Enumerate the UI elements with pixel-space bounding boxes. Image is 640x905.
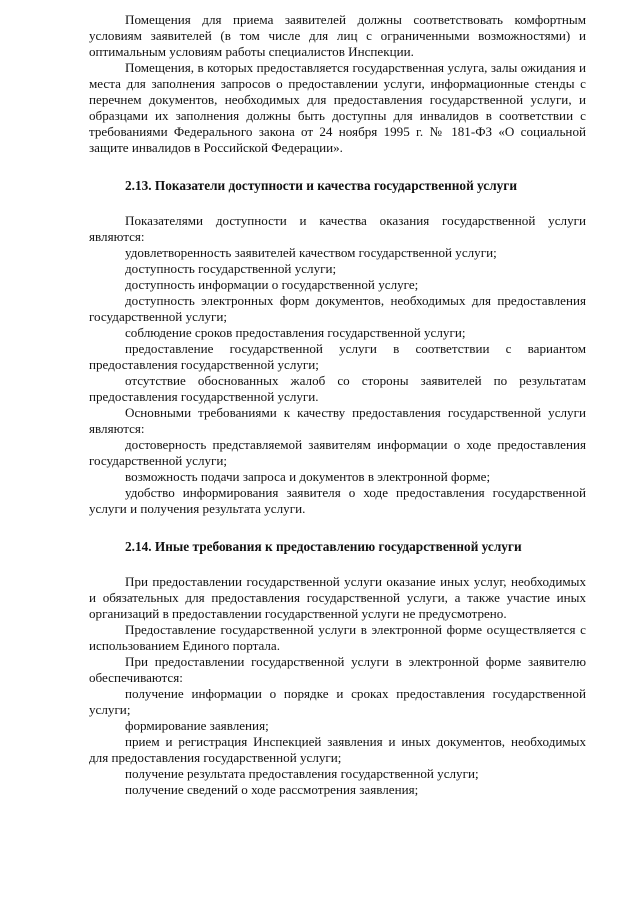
list-item: прием и регистрация Инспекцией заявления и иных документов, необходимых для предоставления государственной услуги; <box>89 734 586 765</box>
section-paragraph: Основными требованиями к качеству предоставления государственной услуги являются: <box>89 405 586 436</box>
list-item: возможность подачи запроса и документов в электронной форме; <box>125 469 491 484</box>
section-heading: 2.13. Показатели доступности и качества государственной услуги <box>125 178 518 193</box>
section-paragraph: При предоставлении государственной услуги в электронной форме заявителю обеспечиваются: <box>89 654 586 685</box>
list-item: удобство информирования заявителя о ходе предоставления государственной услуги и получения результата услуги. <box>89 485 586 516</box>
list-item: достоверность представляемой заявителям информации о ходе предоставления государственной услуги; <box>89 437 586 468</box>
document-body <box>89 12 586 798</box>
list-item: получение сведений о ходе рассмотрения заявления; <box>125 782 419 797</box>
list-item: доступность электронных форм документов, необходимых для предоставления государственной услуги; <box>89 293 586 324</box>
section-heading: 2.14. Иные требования к предоставлению государственной услуги <box>125 539 522 554</box>
section-paragraph: Показателями доступности и качества оказания государственной услуги являются: <box>89 213 586 244</box>
list-item: формирование заявления; <box>125 718 269 733</box>
list-item: доступность государственной услуги; <box>125 261 337 276</box>
list-item: получение информации о порядке и сроках предоставления государственной услуги; <box>89 686 586 717</box>
list-item: соблюдение сроков предоставления государственной услуги; <box>125 325 466 340</box>
section-paragraph: При предоставлении государственной услуги оказание иных услуг, необходимых и обязательных для предоставления государственной услуги, а также участие иных организаций в предоставлении государственной услуги не предусмотрено. <box>89 574 586 621</box>
list-item: отсутствие обоснованных жалоб со стороны заявителей по результатам предоставления государственной услуги. <box>89 373 586 404</box>
section-paragraph: Предоставление государственной услуги в электронной форме осуществляется с использованием Единого портала. <box>89 622 586 653</box>
list-item: удовлетворенность заявителей качеством государственной услуги; <box>125 245 497 260</box>
list-item: получение результата предоставления государственной услуги; <box>125 766 479 781</box>
intro-paragraph: Помещения, в которых предоставляется государственная услуга, залы ожидания и места для заполнения запросов о предоставлении услуги, информационные стенды с перечнем документов, необходимых для предоставления государственной услуги, и образцами их заполнения должны быть доступны для инвалидов в соответствии с требованиями Федерального закона от 24 ноября 1995 г. № 181-ФЗ «О социальной защите инвалидов в Российской Федерации». <box>89 60 586 155</box>
list-item: доступность информации о государственной услуге; <box>125 277 419 292</box>
list-item: предоставление государственной услуги в соответствии с вариантом предоставления государственной услуги; <box>89 341 586 372</box>
intro-paragraph: Помещения для приема заявителей должны соответствовать комфортным условиям заявителей (в том числе для лиц с ограниченными возможностями) и оптимальным условиям работы специалистов Инспекции. <box>89 12 586 59</box>
